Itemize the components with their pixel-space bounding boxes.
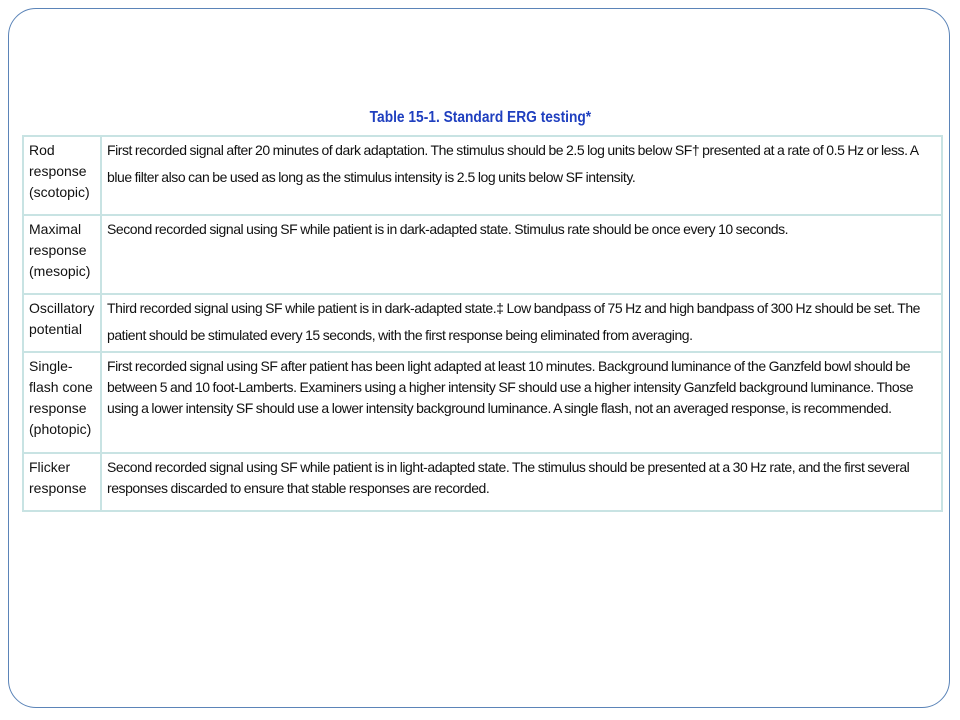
row-label: Rod response (scotopic) [24,137,100,214]
row-description: Second recorded signal using SF while patient is in light-adapted state. The stimulus should be presented at a 30 Hz rate, and the first several responses discarded to ensure that stable responses are recorded. [102,454,941,510]
row-label: Oscillatory potential [24,295,100,351]
row-label: Single-flash cone response (photopic) [24,353,100,452]
erg-testing-table [22,135,943,512]
table-row-maximal-response [24,216,941,293]
table-title: Table 15-1. Standard ERG testing* [369,109,592,126]
table-row-single-flash-cone-response [24,353,941,452]
row-description: Third recorded signal using SF while patient is in dark-adapted state.‡ Low bandpass of 75 Hz and high bandpass of 300 Hz should be set. The patient should be stimulated every 15 seconds, with the first response being eliminated from averaging. [102,295,941,351]
row-description: First recorded signal after 20 minutes of dark adaptation. The stimulus should be 2.5 log units below SF† presented at a rate of 0.5 Hz or less. A blue filter also can be used as long as the stimulus intensity is 2.5 log units below SF intensity. [102,137,941,214]
row-label: Flicker response [24,454,100,510]
row-description: First recorded signal using SF after patient has been light adapted at least 10 minutes. Background luminance of the Ganzfeld bowl should be between 5 and 10 foot-Lamberts. Examiners using a higher intensity SF should use a higher intensity Ganzfeld background luminance. Those using a lower intensity SF should use a lower intensity background luminance. A single flash, not an averaged response, is recommended. [102,353,941,452]
table-row-flicker-response [24,454,941,510]
row-description: Second recorded signal using SF while patient is in dark-adapted state. Stimulus rate should be once every 10 seconds. [102,216,941,293]
table-row-oscillatory-potential [24,295,941,351]
table-row-rod-response [24,137,941,214]
row-label: Maximal response (mesopic) [24,216,100,293]
